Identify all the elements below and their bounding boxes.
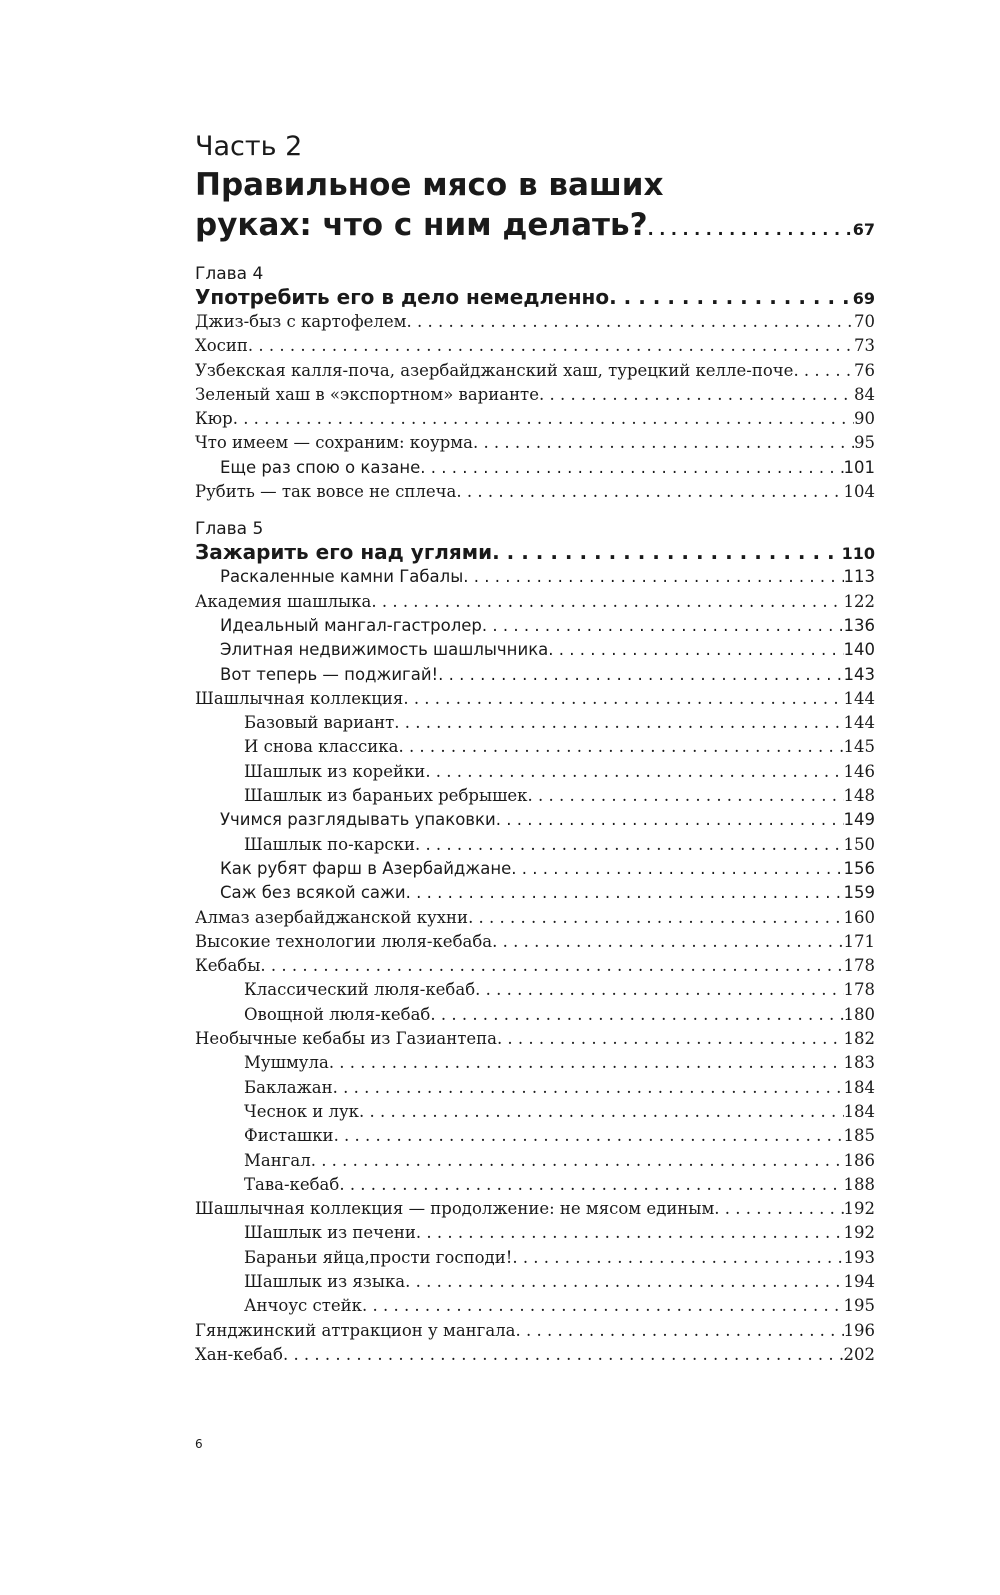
toc-entry bbox=[195, 1173, 875, 1197]
leader-dots bbox=[496, 808, 844, 832]
toc-entry-page-number: 192 bbox=[843, 1223, 875, 1243]
toc-entry-page-number: 188 bbox=[843, 1174, 875, 1194]
toc-entry-page-number: 182 bbox=[843, 1029, 875, 1049]
chapter-4-entries bbox=[195, 310, 875, 504]
chapter-4-title: Употребить его в дело немедленно bbox=[195, 285, 610, 309]
leader-dots bbox=[512, 1246, 843, 1270]
leader-dots bbox=[394, 711, 843, 735]
toc-entry-page-number: 113 bbox=[843, 567, 875, 587]
chapter-5-label: Глава 5 bbox=[195, 519, 264, 540]
leader-dots bbox=[339, 1173, 843, 1197]
toc-entry bbox=[195, 760, 875, 784]
toc-entry-title: Мушмула bbox=[244, 1053, 329, 1073]
leader-dots bbox=[539, 383, 854, 407]
leader-dots bbox=[475, 978, 843, 1002]
toc-entry bbox=[195, 1076, 875, 1100]
toc-entry-page-number: 101 bbox=[843, 457, 875, 477]
toc-entry bbox=[195, 407, 875, 431]
toc-entry bbox=[195, 1221, 875, 1245]
toc-entry-page-number: 104 bbox=[843, 482, 875, 502]
toc-entry bbox=[195, 711, 875, 735]
toc-entry-title: И снова классика bbox=[244, 737, 399, 757]
toc-entry-page-number: 122 bbox=[843, 591, 875, 611]
toc-entry bbox=[195, 1319, 875, 1343]
toc-entry-page-number: 184 bbox=[843, 1101, 875, 1121]
toc-entry bbox=[195, 359, 875, 383]
toc-entry-title: Шашлык по-карски bbox=[244, 834, 415, 854]
toc-entry-title: Хосип bbox=[195, 336, 248, 356]
toc-entry bbox=[195, 431, 875, 455]
leader-dots bbox=[456, 480, 843, 504]
chapter-5-title-row bbox=[195, 540, 875, 565]
toc-entry-title: Шашлык из печени bbox=[244, 1223, 416, 1243]
toc-entry-page-number: 194 bbox=[843, 1271, 875, 1291]
toc-entry-title: Шашлык из языка bbox=[244, 1271, 406, 1291]
toc-entry bbox=[195, 881, 875, 905]
leader-dots bbox=[482, 614, 844, 638]
leader-dots bbox=[609, 285, 853, 310]
toc-entry-page-number: 146 bbox=[843, 761, 875, 781]
toc-entry-page-number: 159 bbox=[843, 883, 875, 903]
toc-entry bbox=[195, 1149, 875, 1173]
leader-dots bbox=[405, 1270, 843, 1294]
toc-entry bbox=[195, 1027, 875, 1051]
leader-dots bbox=[528, 784, 844, 808]
toc-entry-title: Учимся разглядывать упаковки bbox=[220, 810, 496, 830]
leader-dots bbox=[714, 1197, 843, 1221]
toc-entry-page-number: 156 bbox=[843, 858, 875, 878]
toc-entry-title: Фисташки bbox=[244, 1126, 334, 1146]
toc-entry-title: Мангал bbox=[244, 1150, 311, 1170]
toc-entry bbox=[195, 310, 875, 334]
toc-entry bbox=[195, 638, 875, 662]
toc-entry-page-number: 95 bbox=[854, 433, 875, 453]
toc-entry-title: Зеленый хаш в «экспортном» варианте bbox=[195, 384, 539, 404]
toc-entry-page-number: 76 bbox=[854, 360, 875, 380]
toc-entry-page-number: 186 bbox=[843, 1150, 875, 1170]
toc-entry-page-number: 90 bbox=[854, 409, 875, 429]
toc-entry bbox=[195, 978, 875, 1002]
leader-dots bbox=[359, 1100, 844, 1124]
toc-entry-title: Шашлык из корейки bbox=[244, 761, 426, 781]
part-page-number: 67 bbox=[852, 220, 875, 239]
toc-entry bbox=[195, 334, 875, 358]
toc-entry-title: Как рубят фарш в Азербайджане bbox=[220, 858, 512, 878]
leader-dots bbox=[420, 456, 843, 480]
leader-dots bbox=[403, 687, 843, 711]
toc-entry-page-number: 144 bbox=[843, 688, 875, 708]
leader-dots bbox=[329, 1051, 844, 1075]
leader-dots bbox=[416, 1221, 844, 1245]
toc-entry-title: Что имеем — сохраним: коурма bbox=[195, 433, 473, 453]
toc-entry-title: Шашлык из бараньих ребрышек bbox=[244, 786, 528, 806]
toc-entry-title: Вот теперь — поджигай! bbox=[220, 664, 439, 684]
toc-entry-page-number: 70 bbox=[854, 312, 875, 331]
toc-entry-page-number: 144 bbox=[843, 713, 875, 733]
toc-entry-title: Элитная недвижимость шашлычника bbox=[220, 640, 549, 660]
leader-dots bbox=[407, 310, 855, 334]
toc-entry bbox=[195, 1343, 875, 1367]
leader-dots bbox=[438, 663, 843, 687]
leader-dots bbox=[492, 930, 843, 954]
toc-entry-title: Саж без всякой сажи bbox=[220, 883, 406, 903]
toc-entry bbox=[195, 1003, 875, 1027]
toc-entry-title: Рубить — так вовсе не сплеча bbox=[195, 482, 457, 502]
chapter-4-label: Глава 4 bbox=[195, 264, 264, 284]
leader-dots bbox=[333, 1076, 844, 1100]
toc-entry bbox=[195, 565, 875, 589]
chapter-4-title-row bbox=[195, 285, 875, 310]
toc-entry bbox=[195, 1051, 875, 1075]
toc-entry-page-number: 140 bbox=[843, 640, 875, 660]
toc-entry-title: Кебабы bbox=[195, 956, 261, 976]
toc-entry-page-number: 183 bbox=[843, 1053, 875, 1073]
leader-dots bbox=[511, 857, 843, 881]
toc-entry-title: Шашлычная коллекция bbox=[195, 688, 404, 708]
toc-entry-page-number: 84 bbox=[854, 384, 875, 404]
leader-dots bbox=[398, 735, 843, 759]
toc-entry-page-number: 178 bbox=[843, 980, 875, 1000]
toc-entry-page-number: 148 bbox=[843, 786, 875, 806]
toc-entry-page-number: 136 bbox=[843, 615, 875, 635]
toc-entry-title: Хан-кебаб bbox=[195, 1344, 283, 1364]
toc-entry-page-number: 193 bbox=[843, 1247, 875, 1267]
toc-entry-page-number: 149 bbox=[843, 810, 875, 830]
toc-entry-page-number: 195 bbox=[843, 1296, 875, 1316]
toc-entry-title: Кюр bbox=[195, 409, 233, 429]
leader-dots bbox=[463, 565, 843, 589]
toc-entry-page-number: 73 bbox=[854, 336, 875, 356]
chapter-5-entries bbox=[195, 565, 875, 1367]
leader-dots bbox=[406, 881, 844, 905]
leader-dots bbox=[648, 210, 853, 245]
toc-entry bbox=[195, 833, 875, 857]
toc-entry bbox=[195, 383, 875, 407]
leader-dots bbox=[425, 760, 843, 784]
leader-dots bbox=[371, 590, 843, 614]
leader-dots bbox=[362, 1294, 844, 1318]
leader-dots bbox=[497, 1027, 844, 1051]
toc-entry-title: Классический люля-кебаб bbox=[244, 980, 476, 1000]
toc-entry-page-number: 145 bbox=[843, 737, 875, 757]
chapter-5-title: Зажарить его над углями bbox=[195, 540, 493, 565]
leader-dots bbox=[793, 359, 854, 383]
toc-entry-title: Овощной люля-кебаб bbox=[244, 1004, 431, 1024]
toc-entry-page-number: 180 bbox=[843, 1004, 875, 1024]
leader-dots bbox=[334, 1124, 844, 1148]
toc-entry-page-number: 192 bbox=[843, 1199, 875, 1219]
toc-entry-title: Гянджинский аттракцион у мангала bbox=[195, 1320, 516, 1340]
toc-entry-title: Раскаленные камни Габалы bbox=[220, 567, 464, 587]
page-number-folio: 6 bbox=[195, 1437, 203, 1451]
toc-entry bbox=[195, 906, 875, 930]
leader-dots bbox=[430, 1003, 843, 1027]
part-title-row bbox=[195, 205, 875, 245]
toc-entry-title: Алмаз азербайджанской кухни bbox=[195, 907, 469, 927]
part-label: Часть 2 bbox=[195, 131, 303, 162]
toc-entry bbox=[195, 954, 875, 978]
toc-entry-page-number: 160 bbox=[843, 907, 875, 927]
toc-entry bbox=[195, 1294, 875, 1318]
toc-entry-title: Идеальный мангал-гастролер bbox=[220, 615, 482, 635]
toc-entry-title: Необычные кебабы из Газиантепа bbox=[195, 1029, 497, 1049]
toc-entry bbox=[195, 784, 875, 808]
part-title-line2: руках: что с ним делать? bbox=[195, 207, 648, 243]
toc-entry bbox=[195, 663, 875, 687]
toc-entry-page-number: 196 bbox=[843, 1320, 875, 1340]
toc-entry bbox=[195, 687, 875, 711]
toc-entry bbox=[195, 808, 875, 832]
toc-entry bbox=[195, 1197, 875, 1221]
toc-entry bbox=[195, 456, 875, 480]
toc-entry bbox=[195, 1270, 875, 1294]
toc-entry-title: Еще раз спою о казане bbox=[220, 457, 421, 477]
toc-entry bbox=[195, 480, 875, 504]
toc-entry-page-number: 178 bbox=[843, 956, 875, 976]
leader-dots bbox=[311, 1149, 844, 1173]
chapter-5-page-number: 110 bbox=[841, 544, 875, 564]
toc-entry-title: Высокие технологии люля-кебаба bbox=[195, 931, 493, 951]
leader-dots bbox=[473, 431, 854, 455]
toc-entry-title: Базовый вариант bbox=[244, 713, 395, 733]
toc-entry-title: Анчоус стейк bbox=[244, 1296, 362, 1316]
toc-entry-title: Чеснок и лук bbox=[244, 1101, 359, 1121]
toc-entry-title: Узбекская калля-почa, азербайджанский хаш, турецкий келле-поче bbox=[195, 360, 794, 380]
toc-entry-title: Баклажан bbox=[244, 1077, 333, 1097]
toc-entry-title: Тава-кебаб bbox=[244, 1174, 340, 1194]
leader-dots bbox=[468, 906, 843, 930]
toc-entry-page-number: 143 bbox=[843, 664, 875, 684]
toc-entry-title: Шашлычная коллекция — продолжение: не мясом единым bbox=[195, 1199, 715, 1219]
toc-entry-page-number: 202 bbox=[843, 1344, 875, 1364]
table-of-contents bbox=[195, 130, 875, 1367]
toc-entry bbox=[195, 590, 875, 614]
leader-dots bbox=[492, 540, 841, 565]
leader-dots bbox=[515, 1319, 843, 1343]
toc-entry-title: Джиз-быз с картофелем bbox=[195, 312, 407, 331]
leader-dots bbox=[248, 334, 854, 358]
toc-entry-page-number: 171 bbox=[843, 931, 875, 951]
toc-entry-page-number: 185 bbox=[843, 1126, 875, 1146]
toc-entry bbox=[195, 930, 875, 954]
toc-entry bbox=[195, 1124, 875, 1148]
leader-dots bbox=[415, 833, 844, 857]
toc-entry-page-number: 150 bbox=[843, 834, 875, 854]
leader-dots bbox=[548, 638, 843, 662]
toc-entry bbox=[195, 1246, 875, 1270]
leader-dots bbox=[283, 1343, 844, 1367]
toc-entry bbox=[195, 1100, 875, 1124]
leader-dots bbox=[260, 954, 843, 978]
chapter-4-page-number: 69 bbox=[852, 289, 875, 308]
toc-entry-title: Академия шашлыка bbox=[195, 591, 372, 611]
leader-dots bbox=[233, 407, 854, 431]
toc-entry-title: Бараньи яйца,прости господи! bbox=[244, 1247, 513, 1267]
part-title-line1: Правильное мясо в ваших bbox=[195, 167, 664, 203]
toc-entry bbox=[195, 614, 875, 638]
toc-entry bbox=[195, 735, 875, 759]
toc-entry-page-number: 184 bbox=[843, 1077, 875, 1097]
toc-entry bbox=[195, 857, 875, 881]
